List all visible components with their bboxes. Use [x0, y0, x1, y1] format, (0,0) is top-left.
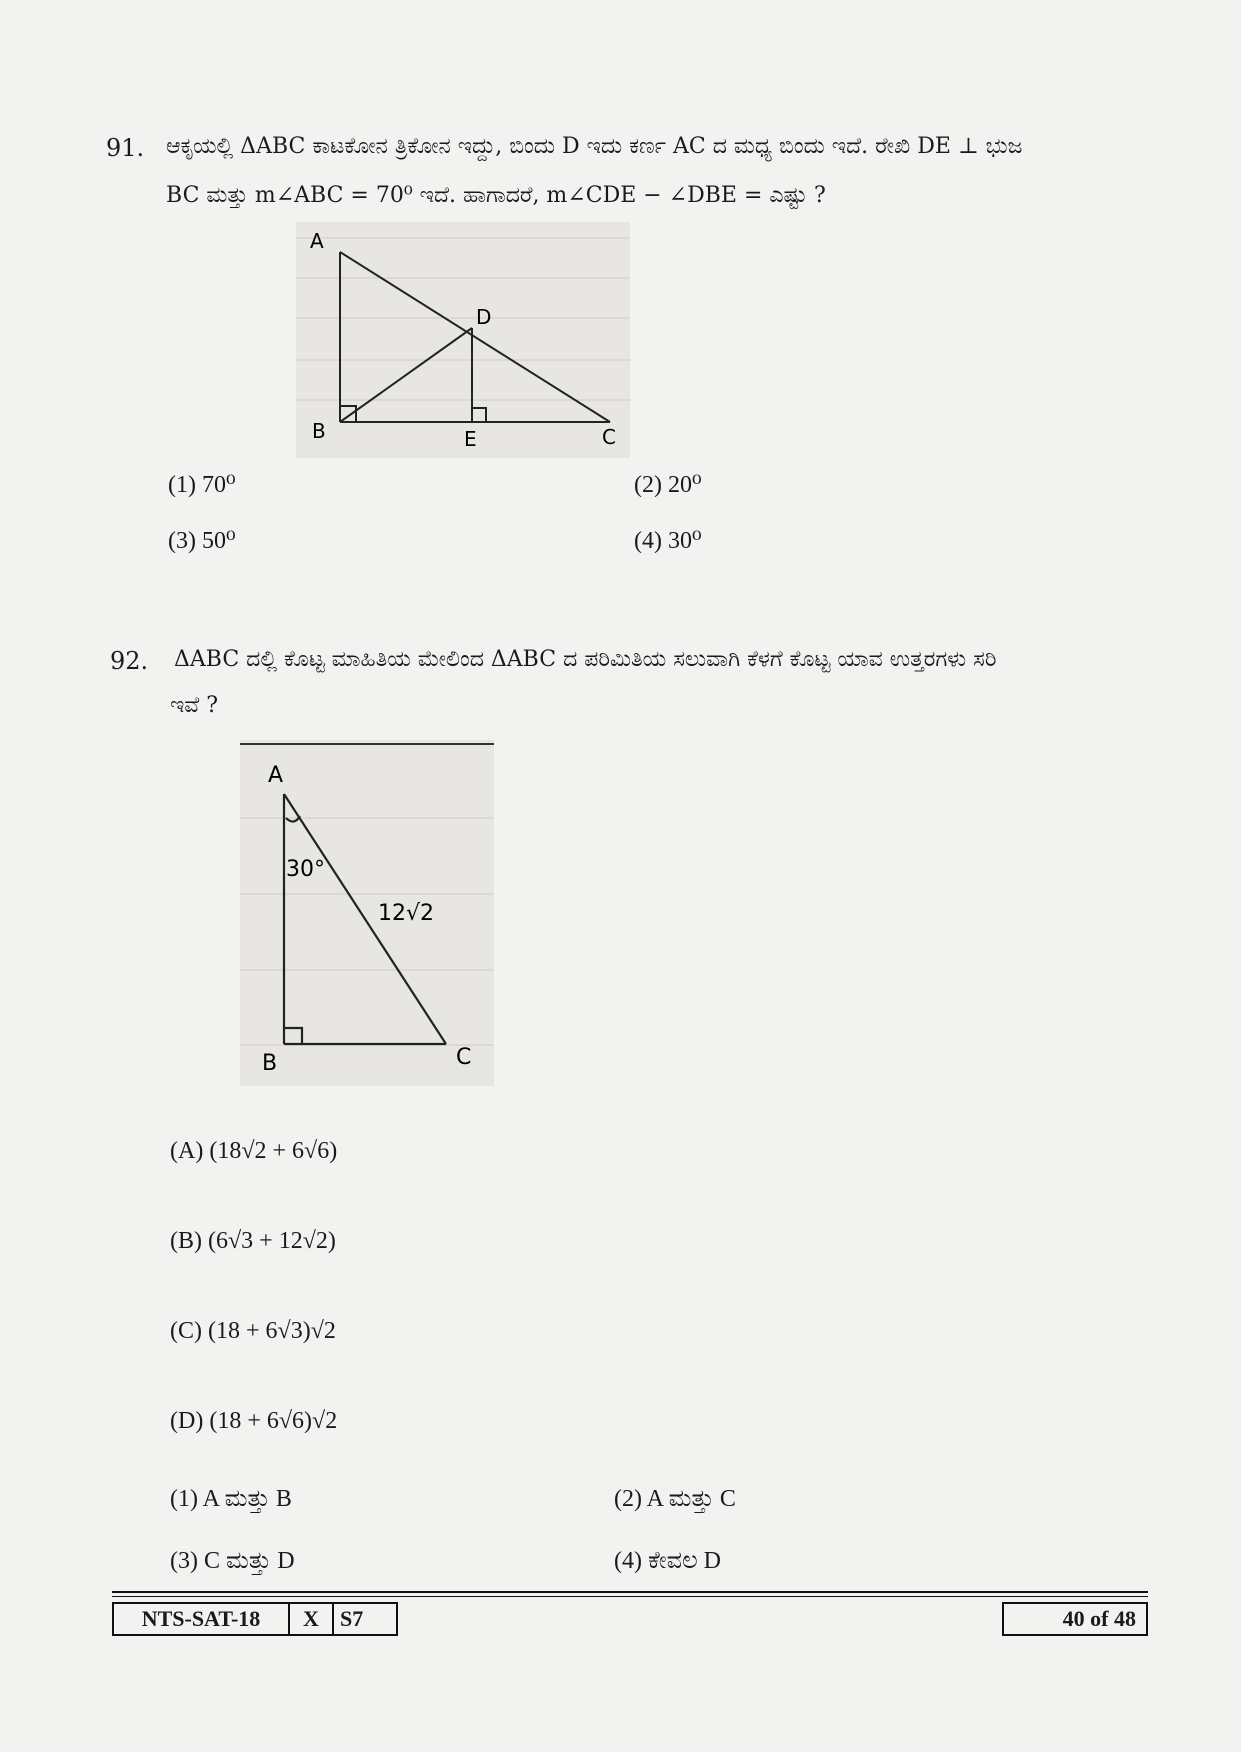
q92-choice-b-value: (6√3 + 12√2) — [208, 1228, 336, 1254]
q92-option-1-label: (1) — [170, 1486, 198, 1512]
q92-option-4-value: ಕೇವಲ D — [647, 1548, 721, 1574]
q92-choice-d-label: (D) — [170, 1408, 204, 1434]
q91-figure — [296, 222, 630, 458]
q92-choice-c-value: (18 + 6√3)√2 — [208, 1318, 336, 1344]
q92-figure — [240, 740, 494, 1086]
q92-option-3-value: C ಮತ್ತು D — [203, 1548, 295, 1574]
q91-option-1 — [168, 470, 236, 499]
footer-page-number: 40 of 48 — [1002, 1602, 1148, 1636]
q91-option-3-value: 50⁰ — [201, 528, 236, 554]
q92-option-2-label: (2) — [614, 1486, 642, 1512]
q91-label-b: B — [312, 419, 326, 443]
q92-option-2 — [614, 1486, 736, 1513]
q91-option-1-value: 70⁰ — [201, 472, 236, 498]
q92-label-b: B — [262, 1051, 278, 1076]
q91-option-2-label: (2) — [634, 472, 662, 498]
q92-choice-b — [170, 1228, 336, 1255]
q91-option-4-value: 30⁰ — [667, 528, 702, 554]
q92-choice-c-label: (C) — [170, 1318, 202, 1344]
q92-label-hyp: 12√2 — [378, 901, 435, 926]
q92-option-4 — [614, 1548, 721, 1575]
q92-text-line1: ΔABC ದಲ್ಲಿ ಕೊಟ್ಟ ಮಾಹಿತಿಯ ಮೇಲಿಂದ ΔABC ದ ಪರಿಮಿತಿಯ ಸಲುವಾಗಿ ಕೆಳಗೆ ಕೊಟ್ಟ ಯಾವ ಉತ್ತರಗಳು ಸರಿ — [174, 647, 997, 672]
q91-option-2-value: 20⁰ — [667, 472, 702, 498]
q92-option-3 — [170, 1548, 295, 1575]
q92-text-line2: ಇವೆ ? — [170, 693, 219, 718]
q91-option-3-label: (3) — [168, 528, 196, 554]
q92-label-a: A — [268, 763, 284, 788]
footer-exam-code: NTS-SAT-18 — [112, 1602, 290, 1636]
q92-option-1 — [170, 1486, 292, 1513]
q91-label-e: E — [464, 427, 477, 451]
q91-label-c: C — [602, 425, 616, 449]
q92-choice-a-value: (18√2 + 6√6) — [209, 1138, 338, 1164]
q92-choice-a-label: (A) — [170, 1138, 204, 1164]
q92-choice-d — [170, 1408, 337, 1435]
q92-option-3-label: (3) — [170, 1548, 198, 1574]
footer-class: X — [288, 1602, 334, 1636]
footer-rule-bottom — [112, 1596, 1148, 1597]
q91-number: 91. — [106, 134, 145, 162]
q92-number: 92. — [110, 647, 149, 675]
q91-option-4-label: (4) — [634, 528, 662, 554]
q92-choice-d-value: (18 + 6√6)√2 — [209, 1408, 338, 1434]
q91-text-line1: ಆಕೃಯಲ್ಲಿ ΔABC ಕಾಟಕೋನ ತ್ರಿಕೋನ ಇದ್ದು, ಬಿಂದು D ಇದು ಕರ್ಣ AC ದ ಮಧ್ಯ ಬಿಂದು ಇದೆ. ರೇಖಿ DE ⊥ ಭುಜ — [166, 134, 1023, 159]
q91-option-4 — [634, 526, 702, 555]
q92-option-2-value: A ಮತ್ತು C — [646, 1486, 736, 1512]
q91-label-d: D — [476, 305, 492, 329]
footer-set: S7 — [332, 1602, 398, 1636]
q91-text-line2: BC ಮತ್ತು m∠ABC = 70⁰ ಇದೆ. ಹಾಗಾದರೆ, m∠CDE − ∠DBE = ಎಷ್ಟು ? — [166, 183, 826, 208]
footer-rule-top — [112, 1591, 1148, 1593]
q92-choice-a — [170, 1138, 337, 1165]
q92-option-1-value: A ಮತ್ತು B — [202, 1486, 292, 1512]
q91-label-a: A — [310, 229, 324, 253]
q91-option-2 — [634, 470, 702, 499]
q92-label-c: C — [456, 1045, 472, 1070]
q92-label-angle: 30° — [286, 857, 325, 882]
q91-option-3 — [168, 526, 236, 555]
q92-choice-c — [170, 1318, 336, 1345]
q91-option-1-label: (1) — [168, 472, 196, 498]
q92-option-4-label: (4) — [614, 1548, 642, 1574]
q92-choice-b-label: (B) — [170, 1228, 202, 1254]
